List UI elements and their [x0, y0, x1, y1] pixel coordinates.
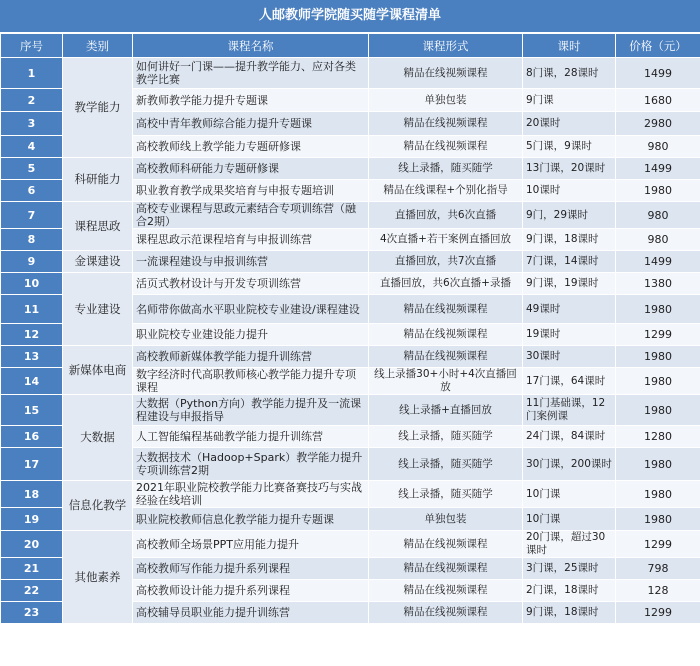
- course-hours: 13门课，20课时: [523, 158, 616, 180]
- course-table: [0, 33, 700, 624]
- category-cell: 专业建设: [63, 273, 133, 346]
- row-number: 4: [1, 136, 63, 158]
- table-row: [1, 158, 700, 180]
- course-form: 精品在线视频课程: [369, 58, 523, 89]
- course-price: 980: [616, 229, 700, 251]
- course-hours: 3门课，25课时: [523, 558, 616, 580]
- table-row: [1, 58, 700, 89]
- course-form: 线上录播30+小时+4次直播回放: [369, 368, 523, 395]
- row-number: 5: [1, 158, 63, 180]
- course-hours: 19课时: [523, 324, 616, 346]
- category-cell: 信息化教学: [63, 481, 133, 531]
- course-name: 活页式教材设计与开发专项训练营: [133, 273, 369, 295]
- row-number: 14: [1, 368, 63, 395]
- course-name: 高校教师设计能力提升系列课程: [133, 580, 369, 602]
- course-name: 高校中青年教师综合能力提升专题课: [133, 112, 369, 136]
- table-row: [1, 481, 700, 508]
- course-form: 精品在线视频课程: [369, 602, 523, 624]
- table-row: [1, 531, 700, 558]
- category-cell: 新媒体电商: [63, 346, 133, 395]
- row-number: 13: [1, 346, 63, 368]
- row-number: 17: [1, 448, 63, 481]
- row-number: 9: [1, 251, 63, 273]
- course-name: 高校教师写作能力提升系列课程: [133, 558, 369, 580]
- course-price: 1499: [616, 58, 700, 89]
- row-number: 19: [1, 508, 63, 531]
- course-hours: 9门课，19课时: [523, 273, 616, 295]
- course-name: 高校教师科研能力专题研修课: [133, 158, 369, 180]
- row-number: 11: [1, 295, 63, 324]
- row-number: 2: [1, 89, 63, 112]
- header-no: 序号: [1, 34, 63, 58]
- course-hours: 49课时: [523, 295, 616, 324]
- course-form: 精品在线视频课程: [369, 324, 523, 346]
- course-name: 大数据（Python方向）教学能力提升及一流课程建设与申报指导: [133, 395, 369, 426]
- course-price: 1380: [616, 273, 700, 295]
- course-form: 直播回放，共6次直播: [369, 202, 523, 229]
- course-price: 1299: [616, 324, 700, 346]
- category-cell: 课程思政: [63, 202, 133, 251]
- course-name: 高校专业课程与思政元素结合专项训练营（融合2期）: [133, 202, 369, 229]
- course-form: 精品在线课程+个别化指导: [369, 180, 523, 202]
- category-cell: 教学能力: [63, 58, 133, 158]
- course-hours: 17门课，64课时: [523, 368, 616, 395]
- course-hours: 11门基础课，12门案例课: [523, 395, 616, 426]
- course-price: 980: [616, 202, 700, 229]
- table-row: [1, 273, 700, 295]
- course-form: 精品在线视频课程: [369, 346, 523, 368]
- course-hours: 10门课: [523, 508, 616, 531]
- course-name: 数字经济时代高职教师核心教学能力提升专项课程: [133, 368, 369, 395]
- course-price: 1980: [616, 368, 700, 395]
- course-price: 1980: [616, 180, 700, 202]
- course-price: 1980: [616, 448, 700, 481]
- course-hours: 9门课: [523, 89, 616, 112]
- course-name: 高校教师全场景PPT应用能力提升: [133, 531, 369, 558]
- course-hours: 24门课，84课时: [523, 426, 616, 448]
- row-number: 15: [1, 395, 63, 426]
- row-number: 7: [1, 202, 63, 229]
- row-number: 3: [1, 112, 63, 136]
- table-row: [1, 395, 700, 426]
- row-number: 20: [1, 531, 63, 558]
- course-name: 新教师教学能力提升专题课: [133, 89, 369, 112]
- course-form: 精品在线视频课程: [369, 531, 523, 558]
- course-name: 如何讲好一门课——提升教学能力、应对各类教学比赛: [133, 58, 369, 89]
- course-price: 1499: [616, 251, 700, 273]
- course-form: 精品在线视频课程: [369, 136, 523, 158]
- course-form: 线上录播，随买随学: [369, 158, 523, 180]
- course-price: 128: [616, 580, 700, 602]
- course-form: 单独包装: [369, 89, 523, 112]
- course-form: 4次直播+若干案例直播回放: [369, 229, 523, 251]
- course-form: 精品在线视频课程: [369, 295, 523, 324]
- row-number: 21: [1, 558, 63, 580]
- course-hours: 9门，29课时: [523, 202, 616, 229]
- course-table-body: [1, 58, 700, 624]
- course-form: 线上录播+直播回放: [369, 395, 523, 426]
- row-number: 23: [1, 602, 63, 624]
- table-row: [1, 251, 700, 273]
- course-form: 精品在线视频课程: [369, 580, 523, 602]
- course-hours: 2门课，18课时: [523, 580, 616, 602]
- course-hours: 20门课，超过30课时: [523, 531, 616, 558]
- row-number: 22: [1, 580, 63, 602]
- course-form: 直播回放，共7次直播: [369, 251, 523, 273]
- row-number: 6: [1, 180, 63, 202]
- header-category: 类别: [63, 34, 133, 58]
- course-form: 精品在线视频课程: [369, 112, 523, 136]
- row-number: 10: [1, 273, 63, 295]
- course-hours: 5门课，9课时: [523, 136, 616, 158]
- header-hours: 课时: [523, 34, 616, 58]
- course-price: 1980: [616, 508, 700, 531]
- row-number: 18: [1, 481, 63, 508]
- course-price: 1980: [616, 481, 700, 508]
- course-price: 1499: [616, 158, 700, 180]
- course-hours: 30课时: [523, 346, 616, 368]
- course-hours: 9门课，18课时: [523, 229, 616, 251]
- row-number: 16: [1, 426, 63, 448]
- course-price: 798: [616, 558, 700, 580]
- course-name: 一流课程建设与申报训练营: [133, 251, 369, 273]
- course-form: 精品在线视频课程: [369, 558, 523, 580]
- course-price: 1980: [616, 346, 700, 368]
- course-hours: 10课时: [523, 180, 616, 202]
- course-price: 1680: [616, 89, 700, 112]
- course-name: 职业院校专业建设能力提升: [133, 324, 369, 346]
- course-hours: 7门课，14课时: [523, 251, 616, 273]
- table-row: [1, 202, 700, 229]
- course-price: 1980: [616, 395, 700, 426]
- course-form: 单独包装: [369, 508, 523, 531]
- row-number: 8: [1, 229, 63, 251]
- header-price: 价格（元）: [616, 34, 700, 58]
- course-name: 人工智能编程基础教学能力提升训练营: [133, 426, 369, 448]
- category-cell: 大数据: [63, 395, 133, 481]
- category-cell: 金课建设: [63, 251, 133, 273]
- header-name: 课程名称: [133, 34, 369, 58]
- course-price: 1299: [616, 602, 700, 624]
- header-form: 课程形式: [369, 34, 523, 58]
- course-name: 高校辅导员职业能力提升训练营: [133, 602, 369, 624]
- course-form: 直播回放，共6次直播+录播: [369, 273, 523, 295]
- header-row: [1, 34, 700, 58]
- course-name: 高校教师线上教学能力专题研修课: [133, 136, 369, 158]
- course-hours: 8门课，28课时: [523, 58, 616, 89]
- sheet-title: 人邮教师学院随买随学课程清单: [0, 0, 700, 33]
- category-cell: 其他素养: [63, 531, 133, 624]
- course-hours: 30门课，200课时: [523, 448, 616, 481]
- course-name: 职业教育教学成果奖培育与申报专题培训: [133, 180, 369, 202]
- course-hours: 20课时: [523, 112, 616, 136]
- course-name: 课程思政示范课程培育与申报训练营: [133, 229, 369, 251]
- course-price: 1280: [616, 426, 700, 448]
- course-name: 大数据技术（Hadoop+Spark）教学能力提升专项训练营2期: [133, 448, 369, 481]
- course-hours: 10门课: [523, 481, 616, 508]
- course-form: 线上录播，随买随学: [369, 448, 523, 481]
- course-form: 线上录播，随买随学: [369, 426, 523, 448]
- course-price: 1299: [616, 531, 700, 558]
- course-name: 高校教师新媒体教学能力提升训练营: [133, 346, 369, 368]
- course-hours: 9门课，18课时: [523, 602, 616, 624]
- course-name: 名师带你做高水平职业院校专业建设/课程建设: [133, 295, 369, 324]
- table-row: [1, 346, 700, 368]
- row-number: 1: [1, 58, 63, 89]
- course-name: 2021年职业院校教学能力比赛备赛技巧与实战经验在线培训: [133, 481, 369, 508]
- category-cell: 科研能力: [63, 158, 133, 202]
- course-name: 职业院校教师信息化教学能力提升专题课: [133, 508, 369, 531]
- course-form: 线上录播，随买随学: [369, 481, 523, 508]
- course-price: 1980: [616, 295, 700, 324]
- course-price: 2980: [616, 112, 700, 136]
- course-price: 980: [616, 136, 700, 158]
- row-number: 12: [1, 324, 63, 346]
